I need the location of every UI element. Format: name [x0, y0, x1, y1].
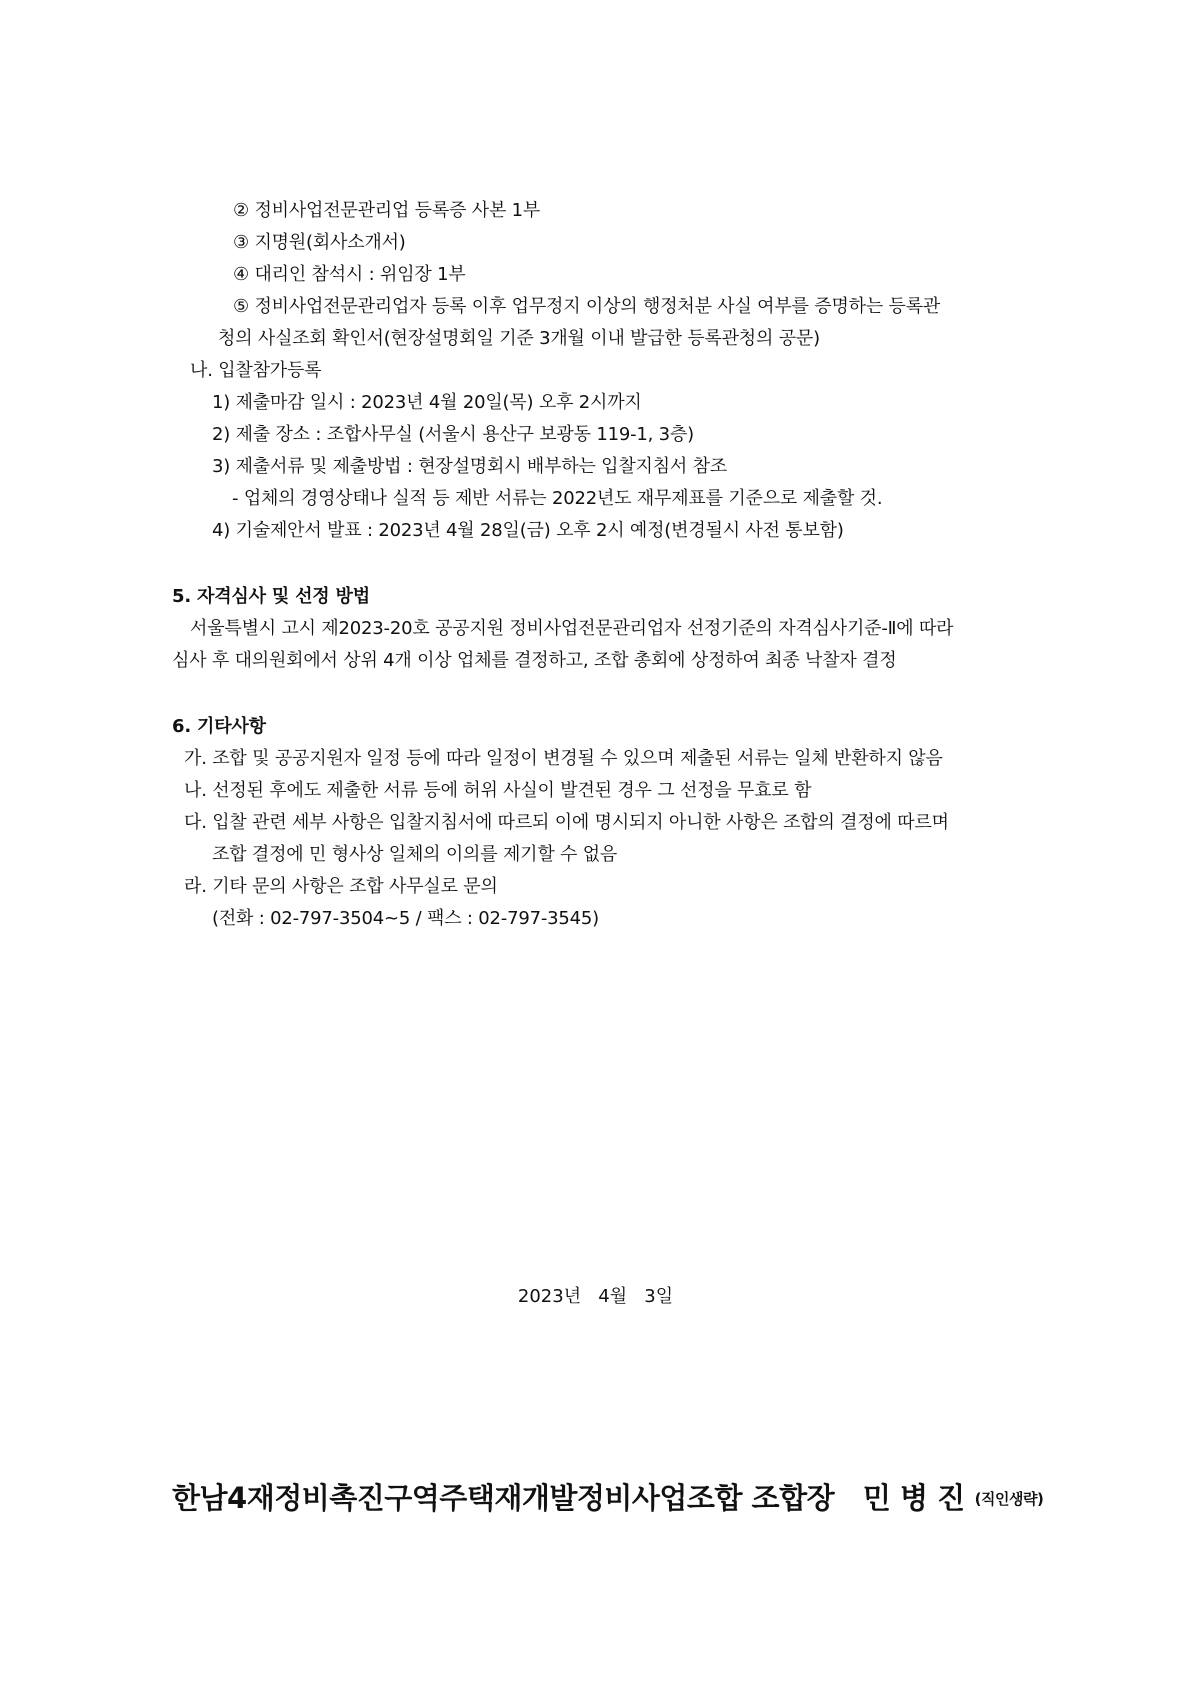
signature-main: 한남4재정비촉진구역주택재개발정비사업조합 조합장 민 병 진	[172, 1481, 965, 1515]
bid-registration-item-1: 1) 제출마감 일시 : 2023년 4월 20일(목) 오후 2시까지	[212, 392, 642, 413]
document-date: 2023년 4월 3일	[517, 1286, 674, 1307]
signature-block	[172, 1478, 1043, 1519]
bid-registration-note: - 업체의 경영상태나 실적 등 제반 서류는 2022년도 재무제표를 기준으로 제출할 것.	[232, 488, 883, 509]
section-6-item-ga: 가. 조합 및 공공지원자 일정 등에 따라 일정이 변경될 수 있으며 제출된 서류는 일체 반환하지 않음	[184, 748, 943, 769]
required-doc-item-3: ③ 지명원(회사소개서)	[233, 232, 406, 253]
section-5-title: 5. 자격심사 및 선정 방법	[172, 586, 370, 607]
bid-registration-item-4: 4) 기술제안서 발표 : 2023년 4월 28일(금) 오후 2시 예정(변경될시 사전 통보함)	[212, 520, 844, 541]
section-6-title: 6. 기타사항	[172, 716, 266, 737]
section-6-item-ra: 라. 기타 문의 사항은 조합 사무실로 문의	[184, 876, 498, 897]
bid-registration-item-3: 3) 제출서류 및 제출방법 : 현장설명회시 배부하는 입찰지침서 참조	[212, 456, 727, 477]
contact-info: (전화 : 02-797-3504~5 / 팩스 : 02-797-3545)	[212, 908, 599, 929]
required-doc-item-5-cont: 청의 사실조회 확인서(현장설명회일 기준 3개월 이내 발급한 등록관청의 공문)	[218, 328, 820, 349]
section-6-item-na: 나. 선정된 후에도 제출한 서류 등에 허위 사실이 발견된 경우 그 선정을 무효로 함	[184, 780, 812, 801]
bid-registration-title: 나. 입찰참가등록	[190, 360, 322, 381]
section-6-item-da-cont: 조합 결정에 민 형사상 일체의 이의를 제기할 수 없음	[212, 844, 618, 865]
section-5-body-line-1: 서울특별시 고시 제2023-20호 공공지원 정비사업전문관리업자 선정기준의 자격심사기준-Ⅱ에 따라	[190, 618, 954, 639]
bid-registration-item-2: 2) 제출 장소 : 조합사무실 (서울시 용산구 보광동 119-1, 3층)	[212, 424, 694, 445]
required-doc-item-4: ④ 대리인 참석시 : 위임장 1부	[233, 264, 466, 285]
section-6-item-da: 다. 입찰 관련 세부 사항은 입찰지침서에 따르되 이에 명시되지 아니한 사항은 조합의 결정에 따르며	[184, 812, 949, 833]
required-doc-item-5: ⑤ 정비사업전문관리업자 등록 이후 업무정지 이상의 행정처분 사실 여부를 증명하는 등록관	[233, 296, 941, 317]
section-5-body-line-2: 심사 후 대의원회에서 상위 4개 이상 업체를 결정하고, 조합 총회에 상정하여 최종 낙찰자 결정	[172, 650, 897, 671]
required-doc-item-2: ② 정비사업전문관리업 등록증 사본 1부	[233, 200, 541, 221]
seal-omitted-note: (직인생략)	[974, 1490, 1044, 1508]
